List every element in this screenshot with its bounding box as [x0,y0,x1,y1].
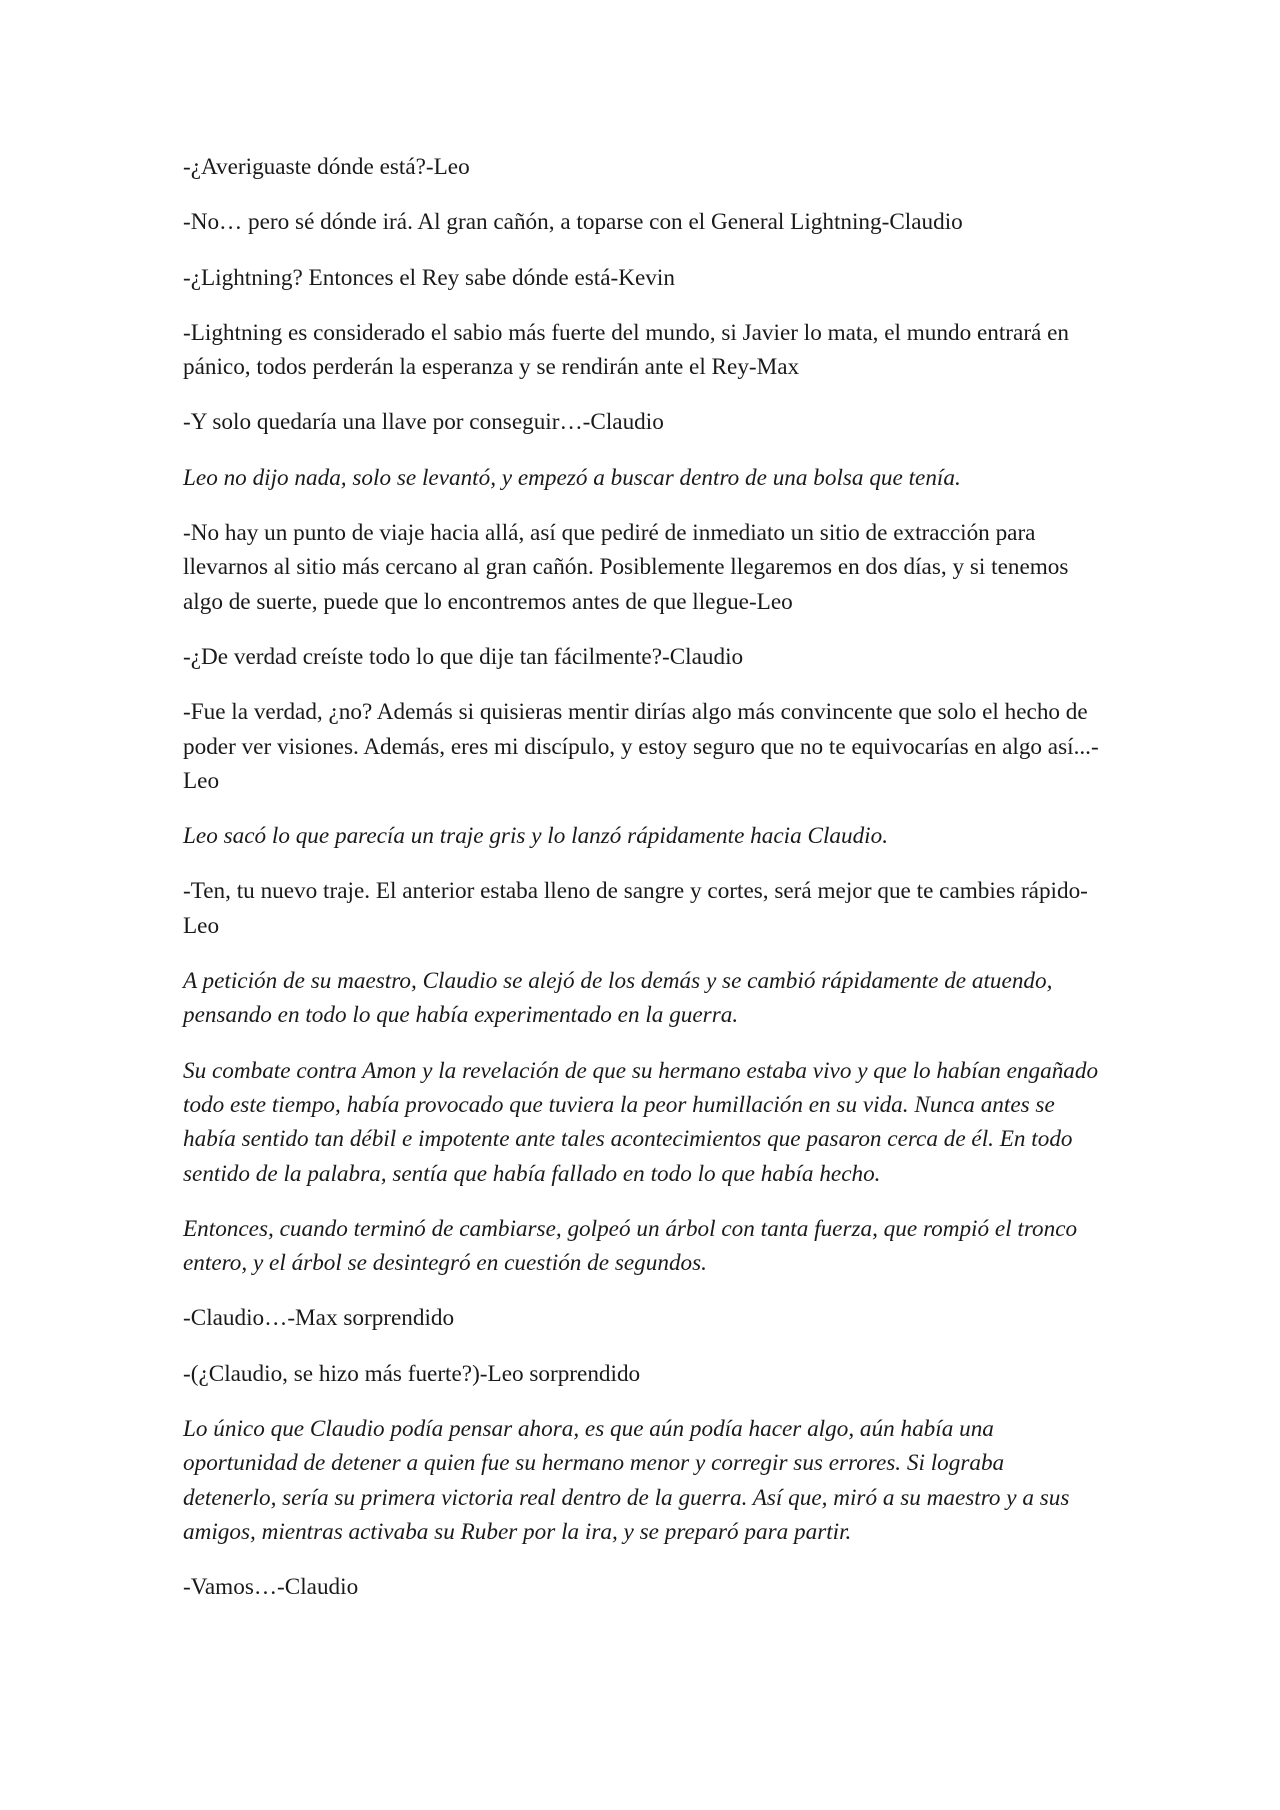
paragraph: -Lightning es considerado el sabio más fuerte del mundo, si Javier lo mata, el mundo entrará en pánico, todos perderán la esperanza y se rendirán ante el Rey-Max [183,319,1070,381]
document-body [183,150,1103,1626]
narration-paragraph: Leo no dijo nada, solo se levantó, y empezó a buscar dentro de una bolsa que tenía. [183,464,961,491]
paragraph: -No… pero sé dónde irá. Al gran cañón, a toparse con el General Lightning-Claudio [183,209,963,236]
paragraph: -Claudio…-Max sorprendido [183,1305,455,1332]
paragraph: -(¿Claudio, se hizo más fuerte?)-Leo sorprendido [183,1360,641,1387]
paragraph: -¿Averiguaste dónde está?-Leo [183,154,470,180]
paragraph: -¿De verdad creíste todo lo que dije tan fácilmente?-Claudio [183,643,744,670]
narration-paragraph: Leo sacó lo que parecía un traje gris y lo lanzó rápidamente hacia Claudio. [183,823,889,850]
paragraph: -No hay un punto de viaje hacia allá, así que pediré de inmediato un sitio de extracción para llevarnos al sitio más cercano al gran cañón. Posiblemente llegaremos en dos días, y si tenemos algo de suerte, puede que lo encontremos antes de que llegue-Leo [183,520,1069,615]
paragraph: -Ten, tu nuevo traje. El anterior estaba lleno de sangre y cortes, será mejor que te cambies rápido-Leo [183,878,1088,939]
narration-paragraph: Lo único que Claudio podía pensar ahora, es que aún podía hacer algo, aún había una oportunidad de detener a quien fue su hermano menor y corregir sus errores. Si lograba detenerlo, sería su primera victoria real dentro de la guerra. Así que, miró a su maestro y a sus amigos, mientras activaba su Ruber por la ira, y se preparó para partir. [183,1416,1070,1545]
paragraph: -Vamos…-Claudio [183,1574,359,1601]
paragraph: -Y solo quedaría una llave por conseguir…-Claudio [183,409,664,436]
paragraph: -Fue la verdad, ¿no? Además si quisieras mentir dirías algo más convincente que solo el hecho de poder ver visiones. Además, eres mi discípulo, y estoy seguro que no te equivocarías en algo así...-Leo [183,699,1099,794]
narration-paragraph: A petición de su maestro, Claudio se alejó de los demás y se cambió rápidamente de atuendo, pensando en todo lo que había experimentado en la guerra. [183,968,1053,1029]
narration-paragraph: Entonces, cuando terminó de cambiarse, golpeó un árbol con tanta fuerza, que rompió el tronco entero, y el árbol se desintegró en cuestión de segundos. [183,1215,1078,1277]
narration-paragraph: Su combate contra Amon y la revelación de que su hermano estaba vivo y que lo habían engañado todo este tiempo, había provocado que tuviera la peor humillación en su vida. Nunca antes se había sentido tan débil e impotente ante tales acontecimientos que pasaron cerca de él. En todo sentido de la palabra, sentía que había fallado en todo lo que había hecho. [183,1057,1099,1187]
paragraph: -¿Lightning? Entonces el Rey sabe dónde está-Kevin [183,264,675,291]
